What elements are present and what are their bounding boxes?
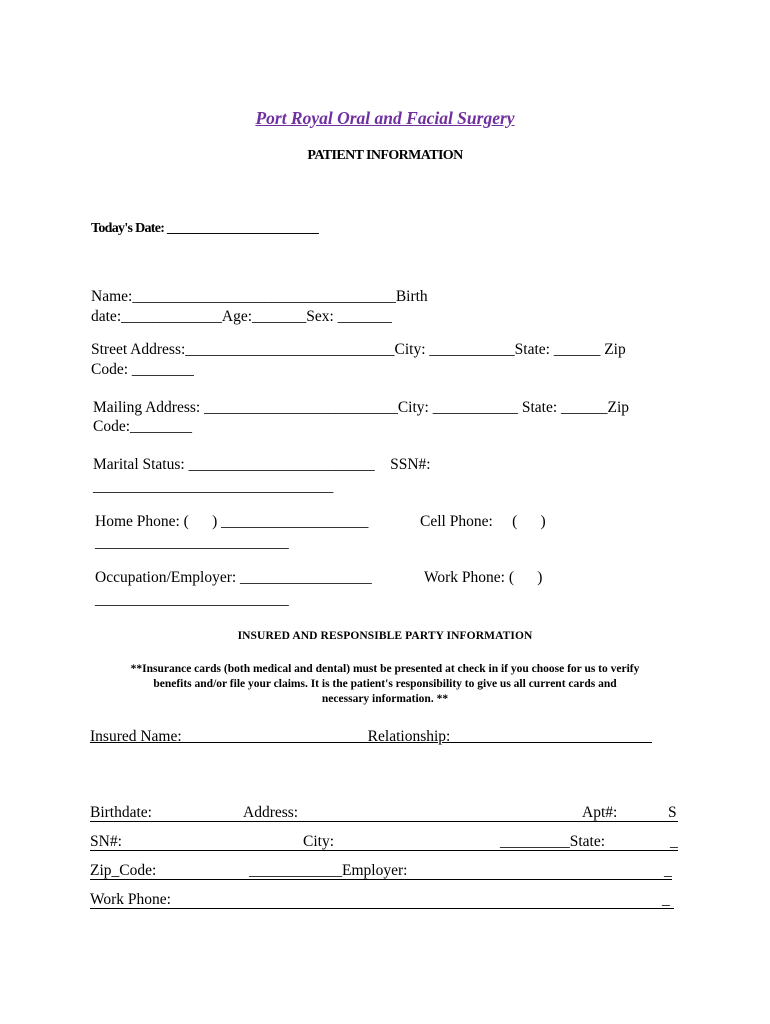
insured-state-label: _________State: (500, 833, 606, 850)
insured-section-heading: INSURED AND RESPONSIBLE PARTY INFORMATION (237, 630, 533, 642)
insured-zip-label: Zip_Code: (90, 862, 157, 879)
work-phone-underline[interactable] (90, 908, 674, 909)
insurance-note-line-2: benefits and/or file your claims. It is the patient's responsibility to give us all current cards and (153, 678, 617, 690)
ssn-line[interactable]: _______________________________ (93, 478, 334, 495)
practice-name: Port Royal Oral and Facial Surgery (255, 108, 515, 128)
birthdate-address-underline[interactable] (90, 821, 678, 822)
insured-work-phone-tail: _ (662, 891, 670, 908)
birthdate-age-sex-field[interactable]: date:_____________Age:_______Sex: _______ (91, 308, 392, 325)
insured-state-tail: _ (670, 833, 678, 850)
insurance-note-line-1: **Insurance cards (both medical and dental) must be presented at check in if you choose for us to verify (130, 663, 640, 675)
insured-birthdate-label: Birthdate: (90, 804, 152, 821)
insured-work-phone-label: Work Phone: (90, 891, 171, 908)
cell-phone-field[interactable]: Cell Phone: ( ) (420, 513, 546, 530)
name-field[interactable]: Name:__________________________________Birth (91, 288, 428, 305)
work-phone-field[interactable]: Work Phone: ( ) (424, 569, 543, 586)
street-zip-field[interactable]: Code: ________ (91, 361, 194, 378)
insured-apt-tail: S (668, 804, 677, 821)
insured-employer-label: ____________Employer: (249, 862, 408, 879)
todays-date-field[interactable]: Today's Date: ________________________ (91, 221, 319, 236)
marital-ssn-field[interactable]: Marital Status: ________________________ SSN#: (93, 456, 431, 473)
zip-employer-underline[interactable] (90, 879, 672, 880)
cell-phone-line[interactable]: _________________________ (95, 534, 289, 551)
insured-name-field[interactable]: Insured Name: _________Relationship: ___________ (90, 728, 652, 745)
mailing-address-field[interactable]: Mailing Address: _________________________City: ___________ State: ______Zip (93, 399, 630, 416)
insured-city-label: City: (303, 833, 335, 850)
sn-city-state-underline[interactable] (90, 850, 678, 851)
street-address-field[interactable]: Street Address:___________________________City: ___________State: ______ Zip (91, 341, 626, 358)
insured-address-label: Address: (243, 804, 299, 821)
home-phone-field[interactable]: Home Phone: ( ) ___________________ (95, 513, 369, 530)
occupation-field[interactable]: Occupation/Employer: _________________ (95, 569, 372, 586)
insured-employer-tail: _ (664, 862, 672, 879)
form-title: PATIENT INFORMATION (307, 148, 463, 163)
insurance-note-line-3: necessary information. ** (321, 693, 449, 705)
insured-apt-label: Apt#: (582, 804, 618, 821)
insured-sn-label: SN#: (90, 833, 122, 850)
mailing-zip-field[interactable]: Code:________ (93, 418, 193, 435)
work-phone-line[interactable]: _________________________ (95, 591, 289, 608)
